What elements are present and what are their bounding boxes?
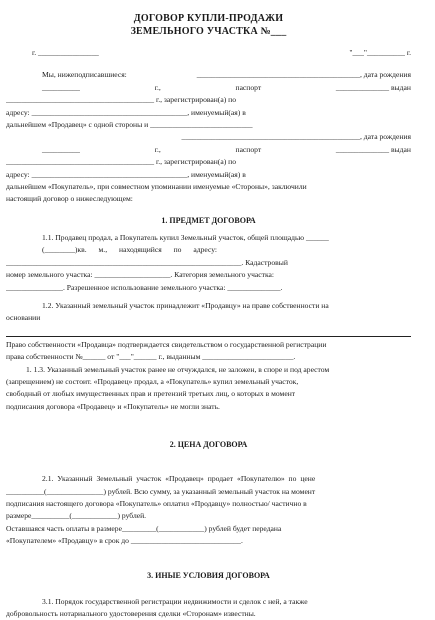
clause-1-3-line-3: свободный от любых имущественных прав и претензий третьих лиц, о которых в момент [6, 389, 296, 399]
clause-1-2-line-2: основании [6, 313, 41, 323]
clause-1-1-line-3: ______________________________________________________________. Кадастровый [6, 257, 288, 267]
parties-block [6, 69, 411, 205]
intro-line-1: Мы, нижеподписавшиеся: ___________________________________________, дата рождения [42, 70, 411, 80]
section-3-body [6, 596, 411, 620]
intro-line-4: адресу: _________________________________________, именуемый(ая) в [6, 107, 246, 117]
clause-3-1-line-1: 3.1. Порядок государственной регистрации недвижимости и сделок с ней, а также [42, 596, 308, 606]
clause-2-1-line-3: подписания настоящего договора «Покупатель» оплатил «Продавцу» полностью/ частично в [6, 498, 307, 508]
clause-1-1-line-4: номер земельного участка: ____________________. Категория земельного участка: [6, 270, 275, 280]
document-title: ДОГОВОР КУПЛИ-ПРОДАЖИ [133, 13, 284, 24]
date-field: "___"__________ г. [349, 48, 411, 57]
clause-1-1-line-5: _______________. Разрешенное использование земельного участка: ______________. [6, 282, 283, 292]
intro-line-2: __________ г., паспорт ______________ выдан [42, 82, 411, 92]
clause-1-3-line-1: 1. 1.3. Указанный земельный участок ранее не отчуждался, не заложен, в споре и под арестом [26, 364, 330, 374]
section-1-body [6, 232, 411, 413]
clause-3-1-line-2: добровольность нотариального удостоверения сделки «Сторонам» известны. [6, 609, 256, 618]
clause-2-1-line-6: «Покупателем» «Продавцу» в срок до _____________________________. [6, 536, 243, 546]
clause-2-1-line-2: __________(_______________) рублей. Всю сумму, за указанный земельный участок на момент [6, 486, 316, 496]
intro-line-10: дальнейшем «Покупатель», при совместном упоминании именуемые «Стороны», заключили [6, 182, 307, 192]
clause-1-1-line-1: 1.1. Продавец продал, а Покупатель купил Земельный участок, общей площадью ______ [42, 232, 329, 242]
clause-2-1-line-4: размере__________(____________) рублей. [6, 511, 147, 521]
clause-1-2-line-4: права собственности №______ от "___"______ г., выданным ________________________. [6, 352, 296, 362]
document-subtitle: ЗЕМЕЛЬНОГО УЧАСТКА №___ [130, 26, 287, 37]
section-2-body [6, 473, 411, 547]
intro-line-11: настоящий договор о нижеследующем: [6, 194, 133, 204]
clause-1-1-line-2: (________)кв. м., находящийся по адресу: [42, 245, 218, 255]
intro-line-8: _______________________________________ г., зарегистрирован(а) по [6, 157, 236, 167]
intro-line-7: __________ г., паспорт ______________ выдан [42, 144, 411, 154]
place-date-row [6, 47, 411, 59]
section-1-heading: 1. ПРЕДМЕТ ДОГОВОРА [161, 215, 256, 225]
clause-2-1-line-5: Оставшаяся часть оплаты в размере_________(____________) рублей будет передана [6, 523, 282, 533]
clause-2-1-line-1: 2.1. Указанный Земельный участок «Продавец» продает «Покупателю» по цене [42, 474, 316, 484]
intro-line-9: адресу: _________________________________________, именуемый(ая) в [6, 169, 246, 179]
clause-1-3-line-4: подписания договора «Продавец» и «Покупатель» не могли знать. [6, 401, 220, 411]
clause-1-2-line-3: Право собственности «Продавца» подтверждается свидетельством о государственной регистрации [6, 339, 327, 349]
clause-1-2-blank-line [6, 327, 411, 337]
intro-line-6: _______________________________________________, дата рождения [181, 132, 411, 142]
clause-1-3-line-2: (запрещением) не состоит. «Продавец» продал, а «Покупатель» купил земельный участок, [6, 376, 299, 386]
city-field: г. ________________ [32, 48, 99, 57]
intro-line-5: дальнейшем «Продавец» с одной стороны и ___________________________ [6, 120, 253, 130]
clause-1-2-line-1: 1.2. Указанный земельный участок принадлежит «Продавцу» на праве собственности на [42, 300, 329, 310]
section-3-heading: 3. ИНЫЕ УСЛОВИЯ ДОГОВОРА [147, 570, 270, 580]
intro-line-3: _______________________________________ г., зарегистрирован(а) по [6, 95, 236, 105]
section-2-heading: 2. ЦЕНА ДОГОВОРА [169, 440, 248, 450]
